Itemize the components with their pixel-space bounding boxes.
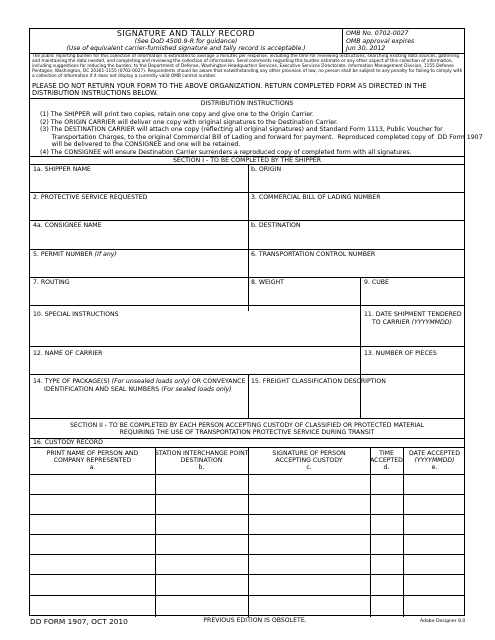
- distribution-line-1: (1) The SHIPPER will print two copies, retain one copy and give one to the Origin Carrier.: [40, 111, 314, 118]
- distribution-line-4: Transportation Charges, to the original Commercial Bill of Lading and forward for payment. Reproduced completed copy of DD Form 1907: [40, 133, 483, 141]
- special-instructions-field[interactable]: [31, 319, 359, 345]
- custody-row-7[interactable]: [31, 596, 465, 615]
- divider: [30, 305, 464, 306]
- distribution-line-6: (4) The CONSIGNEE will ensure Destination Carrier surrenders a reproduced copy of completed form with all signatures.: [40, 148, 412, 156]
- shipper-name-field[interactable]: [31, 174, 247, 191]
- col-c-header-1: SIGNATURE OF PERSON: [272, 450, 346, 457]
- field-4a-label: 4a. CONSIGNEE NAME: [33, 222, 102, 229]
- permit-number-field[interactable]: [31, 259, 247, 276]
- col-b-header-2: DESTINATION: [180, 457, 223, 464]
- col-a-header-2: COMPANY REPRESENTED: [53, 457, 132, 464]
- distribution-heading: DISTRIBUTION INSTRUCTIONS: [200, 100, 294, 107]
- col-e-header-2: (YYYYMMDD): [414, 457, 455, 464]
- custody-row-1[interactable]: [31, 475, 465, 493]
- field-14-or: OR CONVEYANCE: [191, 378, 246, 385]
- section-2-heading: SECTION II - TO BE COMPLETED BY EACH PERSON ACCEPTING CUSTODY OF CLASSIFIED OR PROTECTED MATERIAL: [69, 422, 425, 429]
- signature-tally-form: [29, 28, 483, 616]
- divider: [30, 220, 464, 221]
- consignee-name-field[interactable]: [31, 230, 247, 248]
- divider: [30, 249, 464, 250]
- form-title: SIGNATURE AND TALLY RECORD: [116, 29, 256, 38]
- field-15-label: 15. FREIGHT CLASSIFICATION DESCRIPTION: [251, 378, 386, 385]
- custody-row-3[interactable]: [31, 515, 465, 533]
- burden-statement: The public reporting burden for this collection of information is estimated to average 3 minutes per response, including the time for reviewing instructions, searching existing data sources, gathering and maintaining the data needed, and completing and reviewing the collection of information. Send comments regarding this burden estimate or any other aspect of this collection of information, including suggestions for reducing the burden, to the Department of Defense, Washington Headquarters Services, Executive Services Directorate, Information Management Division, 1155 Defense Pentagon, Washington, DC 20301-1155 (0702-0027). Respondents should be aware that notwithstanding any other provision of law, no person shall be subject to any penalty for failing to comply with a collection of information if it does not display a currently valid OMB control number.: [32, 54, 463, 80]
- field-11-label-2: [372, 319, 452, 326]
- freight-classification-field[interactable]: [249, 395, 465, 417]
- previous-edition-note: PREVIOUS EDITION IS OBSOLETE.: [203, 617, 307, 624]
- number-of-pieces-field[interactable]: [361, 358, 465, 373]
- field-7-label: 7. ROUTING: [33, 279, 70, 286]
- field-11-text: TO CARRIER: [372, 319, 410, 326]
- distribution-line-3: (3) The DESTINATION CARRIER will attach one copy (reflecting all original signatures) and Standard Form 1113, Public Voucher for: [40, 126, 443, 133]
- col-d-header-1: TIME: [379, 450, 394, 457]
- distribution-line-5: will be delivered to the CONSIGNEE and one will be retained.: [40, 141, 241, 148]
- section-2-heading-2: REQUIRING THE USE OF TRANSPORTATION PROTECTIVE SERVICE DURING TRANSIT: [119, 429, 375, 436]
- col-c-header-3: c.: [306, 464, 312, 471]
- field-14-text: 14. TYPE OF PACKAGE(S): [33, 378, 110, 385]
- field-12-label: 12. NAME OF CARRIER: [33, 350, 103, 357]
- col-a-header-3: a.: [89, 464, 96, 471]
- field-14-text-2: IDENTIFICATION AND SEAL NUMBERS: [44, 386, 160, 393]
- protective-service-field[interactable]: [31, 202, 247, 219]
- field-14-label: [33, 378, 245, 385]
- field-10-label: 10. SPECIAL INSTRUCTIONS: [33, 311, 119, 318]
- custody-record-title: 16. CUSTODY RECORD: [33, 439, 103, 446]
- field-1a-label: 1a. SHIPPER NAME: [33, 166, 91, 173]
- equivalent-note: (Use of equivalent carrier-furnished signature and tally record is acceptable.): [66, 45, 306, 52]
- field-3-label: 3. COMMERCIAL BILL OF LADING NUMBER: [251, 194, 381, 201]
- field-14-label-2: [44, 386, 232, 393]
- divider: [30, 418, 464, 419]
- origin-field[interactable]: [249, 174, 465, 191]
- divider: [30, 98, 464, 99]
- col-e-header-3: e.: [431, 464, 438, 471]
- col-a-header-1: PRINT NAME OF PERSON AND: [46, 450, 139, 457]
- software-note: Adobe Designer 8.0: [420, 619, 466, 624]
- header-divider: [342, 29, 343, 53]
- omb-approval: OMB approval expires: [346, 38, 415, 45]
- field-9-label: 9. CUBE: [364, 279, 389, 286]
- col-e-header-1: DATE ACCEPTED: [409, 450, 460, 457]
- custody-row-2[interactable]: [31, 495, 465, 513]
- divider: [30, 277, 464, 278]
- field-11-label: 11. DATE SHIPMENT TENDERED: [364, 311, 462, 318]
- distribution-line-2: (2) The ORIGIN CARRIER will deliver one copy with original signatures to the Destination Carrier.: [40, 118, 338, 126]
- divider: [30, 192, 464, 193]
- divider: [30, 164, 464, 165]
- carrier-name-field[interactable]: [31, 358, 359, 373]
- field-11-note: (YYYYMMDD): [411, 319, 452, 326]
- transportation-control-field[interactable]: [249, 259, 465, 276]
- guidance-note: (See DoD 4500.9-R for guidance): [134, 38, 238, 45]
- col-d-header-2: ACCEPTED: [370, 457, 403, 464]
- divider: [30, 374, 464, 375]
- weight-field[interactable]: [249, 287, 359, 304]
- form-identifier: DD FORM 1907, OCT 2010: [30, 617, 128, 626]
- cube-field[interactable]: [361, 287, 465, 304]
- field-5-label: [33, 251, 117, 258]
- divider: [30, 447, 464, 448]
- custody-row-4[interactable]: [31, 535, 465, 553]
- destination-field[interactable]: [249, 230, 465, 248]
- field-14-note: (For unsealed loads only): [111, 378, 190, 385]
- field-8-label: 8. WEIGHT: [251, 279, 284, 286]
- col-b-header-3: b.: [198, 464, 205, 471]
- section-1-heading: SECTION I - TO BE COMPLETED BY THE SHIPPER: [172, 156, 322, 164]
- bill-of-lading-field[interactable]: [249, 202, 465, 219]
- col-b-header-1: STATION INTERCHANGE POINT: [155, 450, 249, 457]
- omb-number: OMB No. 0702-0027: [346, 30, 409, 37]
- field-13-label: 13. NUMBER OF PIECES: [364, 350, 437, 357]
- field-5-note: (If any): [94, 251, 117, 258]
- return-warning-2: DISTRIBUTION INSTRUCTIONS BELOW.: [32, 89, 158, 97]
- col-c-header-2: ACCEPTING CUSTODY: [275, 457, 343, 464]
- routing-field[interactable]: [31, 287, 247, 304]
- date-tendered-field[interactable]: [361, 328, 465, 345]
- custody-row-6[interactable]: [31, 575, 465, 594]
- field-6-label: 6. TRANSPORTATION CONTROL NUMBER: [251, 251, 376, 258]
- col-d-header-3: d.: [383, 464, 390, 471]
- field-5-text: 5. PERMIT NUMBER: [33, 251, 93, 258]
- field-2-label: 2. PROTECTIVE SERVICE REQUESTED: [33, 194, 148, 201]
- field-14-note-2: (For sealed loads only): [161, 386, 232, 393]
- field-4b-label: b. DESTINATION: [251, 222, 301, 229]
- divider: [30, 346, 464, 347]
- omb-date: Jun 30, 2012: [346, 45, 386, 52]
- return-warning: PLEASE DO NOT RETURN YOUR FORM TO THE ABOVE ORGANIZATION. RETURN COMPLETED FORM AS DIRECTED IN THE: [32, 82, 427, 90]
- package-type-field[interactable]: [31, 395, 247, 417]
- custody-row-5[interactable]: [31, 555, 465, 573]
- field-1b-label: b. ORIGIN: [251, 166, 282, 173]
